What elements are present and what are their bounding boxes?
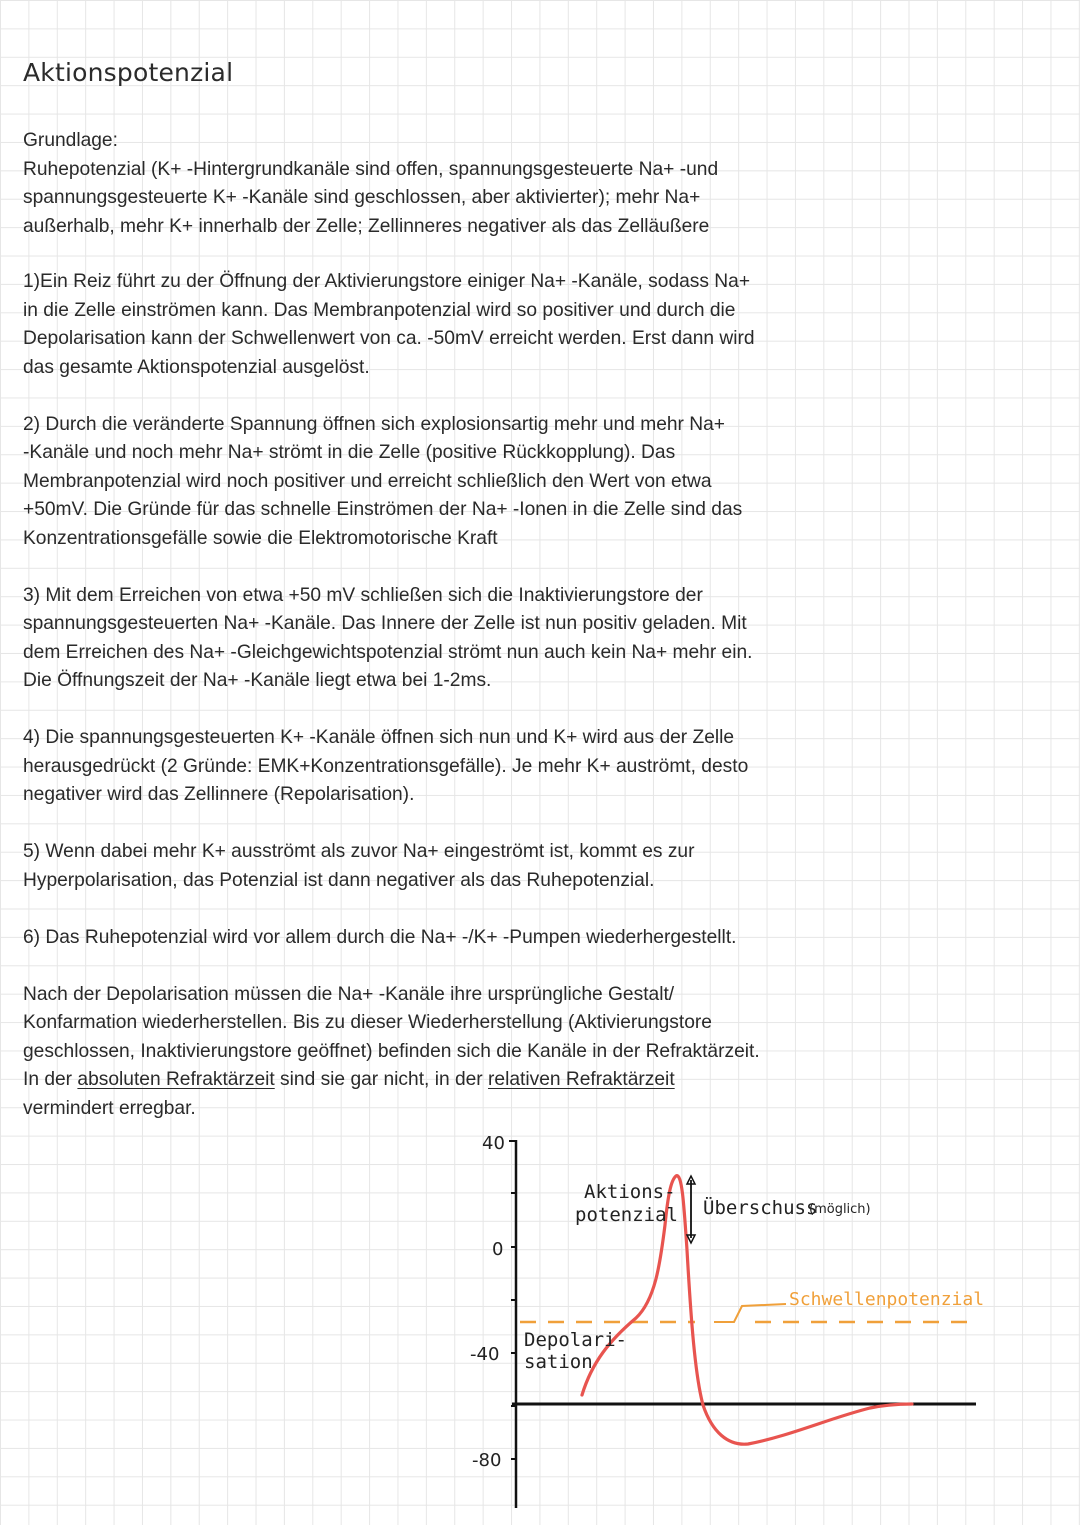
y-tick-label: 40 — [482, 1133, 505, 1154]
note-page — [23, 58, 843, 1152]
step-line: 2) Durch die veränderte Spannung öffnen sich explosionsartig mehr und mehr Na+ — [23, 413, 726, 435]
step-line: +50mV. Die Gründe für das schnelle Einströmen der Na+ -Ionen in die Zelle sind das — [23, 499, 743, 520]
step-line: Die Öffnungszeit der Na+ -Kanäle liegt etwa bei 1-2ms. — [23, 670, 492, 691]
relative-refractory-term: relativen Refraktärzeit — [488, 1069, 675, 1090]
step-line: negativer wird das Zellinnere (Repolarisation). — [23, 784, 415, 805]
step-line: -Kanäle und noch mehr Na+ strömt in die Zelle (positive Rückkopplung). Das — [23, 442, 676, 463]
page-title: Aktionspotenzial — [23, 58, 234, 87]
refractory-line: Konfarmation wiederherstellen. Bis zu dieser Wiederherstellung (Aktivierungstore — [23, 1012, 712, 1033]
step-line: dem Erreichen des Na+ -Gleichgewichtspotenzial strömt nun auch kein Na+ mehr ein. — [23, 641, 753, 663]
overshoot-note: (möglich) — [809, 1202, 871, 1217]
basis-line: spannungsgesteuerte K+ -Kanäle sind geschlossen, aber aktivierter); mehr Na+ — [23, 187, 701, 208]
step-line: Depolarisation kann der Schwellenwert von ca. -50mV erreicht werden. Erst dann wird — [23, 328, 755, 349]
refractory-text: In der — [23, 1069, 78, 1090]
basis-line: außerhalb, mehr K+ innerhalb der Zelle; Zellinneres negativer als das Zelläußere — [23, 215, 710, 237]
step-4-paragraph — [23, 724, 843, 810]
step-line: Membranpotenzial wird noch positiver und erreicht schließlich den Wert von etwa — [23, 470, 712, 492]
basis-heading: Grundlage: — [23, 130, 118, 151]
refractory-line: geschlossen, Inaktivierungstore geöffnet) befinden sich die Kanäle in der Refraktärzeit. — [23, 1040, 760, 1062]
step-line: Hyperpolarisation, das Potenzial ist dann negativer als das Ruhepotenzial. — [23, 869, 655, 891]
basis-line: Ruhepotenzial (K+ -Hintergrundkanäle sind offen, spannungsgesteuerte Na+ -und — [23, 158, 719, 180]
threshold-label: Schwellenpotenzial — [789, 1289, 985, 1310]
step-line: in die Zelle einströmen kann. Das Membranpotenzial wird so positiver und durch die — [23, 299, 736, 321]
refractory-paragraph — [23, 981, 843, 1124]
step-line: spannungsgesteuerten Na+ -Kanäle. Das Innere der Zelle ist nun positiv geladen. Mit — [23, 613, 747, 634]
y-tick-label: -40 — [470, 1344, 500, 1365]
step-line: 6) Das Ruhepotenzial wird vor allem durch die Na+ -/K+ -Pumpen wiederhergestellt. — [23, 926, 737, 948]
step-1-paragraph — [23, 268, 843, 382]
refractory-line: vermindert erregbar. — [23, 1097, 196, 1119]
action-potential-label: Aktions- — [584, 1181, 676, 1203]
refractory-text: sind sie gar nicht, in der — [274, 1069, 489, 1090]
action-potential-label: potenzial — [575, 1204, 678, 1226]
threshold-leader — [714, 1304, 786, 1322]
step-line: Konzentrationsgefälle sowie die Elektromotorische Kraft — [23, 527, 498, 549]
step-line: das gesamte Aktionspotenzial ausgelöst. — [23, 356, 370, 378]
step-line: 1)Ein Reiz führt zu der Öffnung der Aktivierungstore einiger Na+ -Kanäle, sodass Na+ — [23, 271, 751, 292]
step-line: 5) Wenn dabei mehr K+ ausströmt als zuvor Na+ eingeströmt ist, kommt es zur — [23, 841, 695, 862]
step-line: 4) Die spannungsgesteuerten K+ -Kanäle öffnen sich nun und K+ wird aus der Zelle — [23, 727, 735, 748]
overshoot-label: Überschuss — [703, 1197, 818, 1219]
step-5-paragraph — [23, 838, 843, 895]
basis-paragraph — [23, 127, 843, 241]
step-6-paragraph — [23, 924, 843, 953]
depolarization-label: Depolari- — [524, 1329, 627, 1351]
step-3-paragraph — [23, 582, 843, 696]
step-2-paragraph — [23, 411, 843, 554]
refractory-line — [23, 1066, 843, 1095]
absolute-refractory-term: absoluten Refraktärzeit — [77, 1069, 275, 1090]
y-tick-label: -80 — [472, 1450, 502, 1471]
depolarization-label: sation — [524, 1351, 593, 1373]
step-line: herausgedrückt (2 Gründe: EMK+Konzentrationsgefälle). Je mehr K+ auströmt, desto — [23, 755, 749, 777]
step-line: 3) Mit dem Erreichen von etwa +50 mV schließen sich die Inaktivierungstore der — [23, 584, 703, 606]
action-potential-chart — [0, 1125, 1080, 1525]
refractory-line: Nach der Depolarisation müssen die Na+ -Kanäle ihre ursprüngliche Gestalt/ — [23, 983, 675, 1005]
y-tick-label: 0 — [492, 1239, 504, 1260]
